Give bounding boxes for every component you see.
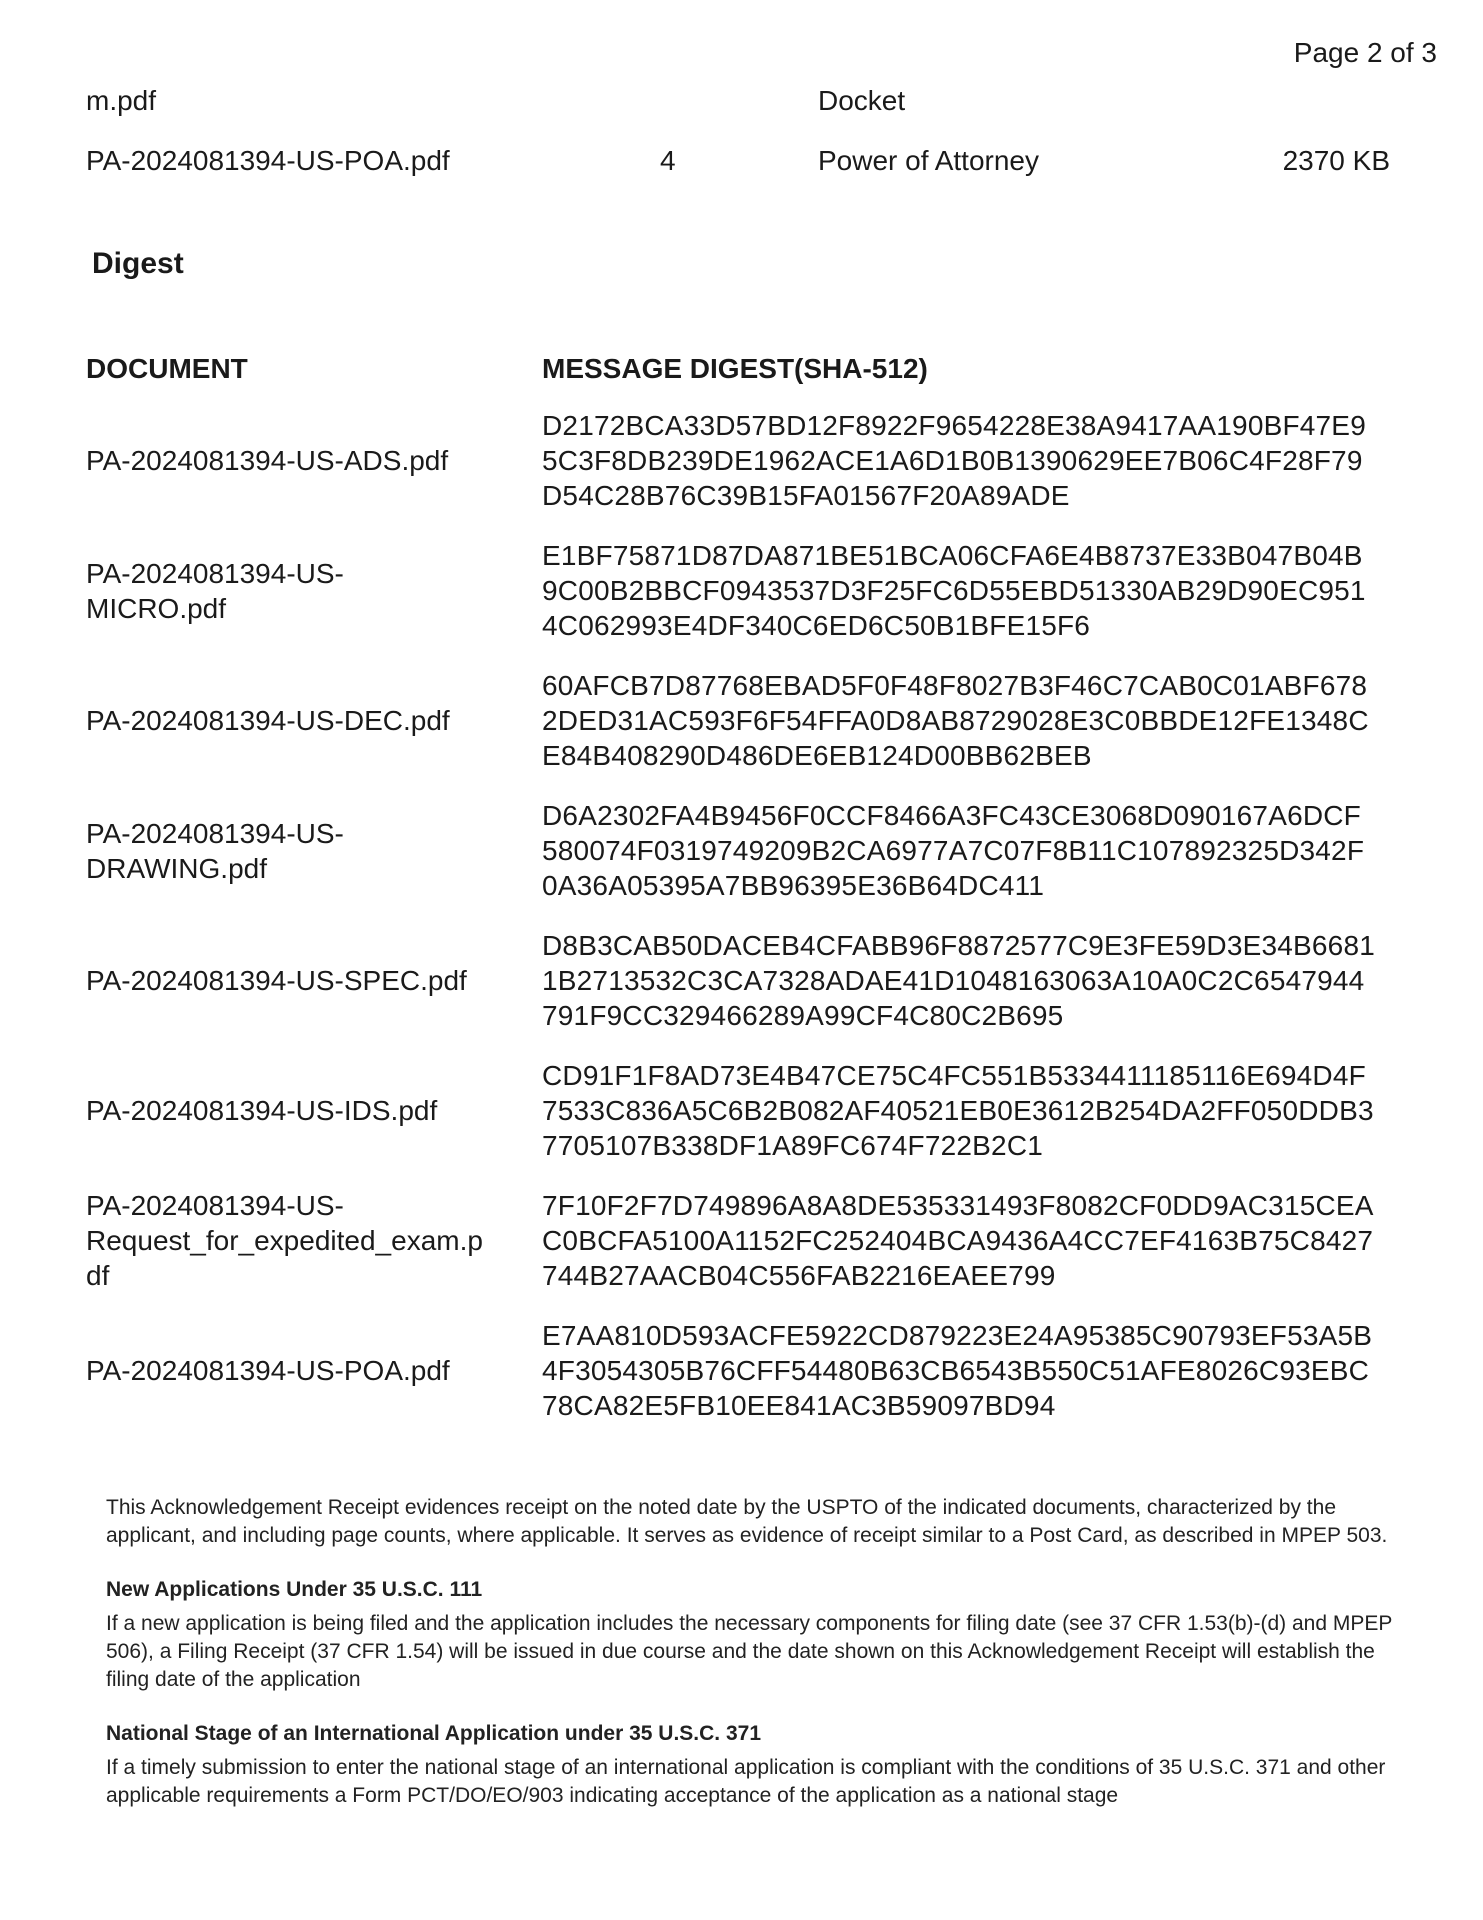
- message-digest: [542, 538, 1366, 643]
- document-name-line: PA-2024081394-US-: [86, 1190, 344, 1221]
- document-name-line: PA-2024081394-US-IDS.pdf: [86, 1095, 438, 1126]
- digest-line: C0BCFA5100A1152FC252404BCA9436A4CC7EF4163B75C8427: [542, 1225, 1374, 1256]
- digest-line: E84B408290D486DE6EB124D00BB62BEB: [542, 740, 1092, 771]
- digest-line: 9C00B2BBCF0943537D3F25FC6D55EBD51330AB29D90EC951: [542, 575, 1366, 606]
- digest-line: 78CA82E5FB10EE841AC3B59097BD94: [542, 1390, 1056, 1421]
- document-name-line: Request_for_expedited_exam.p: [86, 1225, 483, 1256]
- file-name: PA-2024081394-US-POA.pdf: [86, 145, 450, 176]
- digest-line: D54C28B76C39B15FA01567F20A89ADE: [542, 480, 1070, 511]
- document-name-line: DRAWING.pdf: [86, 852, 267, 884]
- file-table-row: [86, 144, 1426, 178]
- digest-line: 7533C836A5C6B2B082AF40521EB0E3612B254DA2FF050DDB3: [542, 1095, 1374, 1126]
- document-name-line: PA-2024081394-US-: [86, 557, 344, 589]
- document-name: [86, 1353, 542, 1388]
- document-name: [86, 963, 542, 998]
- digest-line: CD91F1F8AD73E4B47CE75C4FC551B5334411185116E694D4F: [542, 1060, 1366, 1091]
- document-name: [86, 1188, 542, 1293]
- digest-line: D2172BCA33D57BD12F8922F9654228E38A9417AA190BF47E9: [542, 410, 1366, 441]
- digest-row: [86, 538, 1426, 643]
- file-name: m.pdf: [86, 85, 157, 116]
- digest-line: 7705107B338DF1A89FC674F722B2C1: [542, 1130, 1044, 1161]
- document-name-line: PA-2024081394-US-ADS.pdf: [86, 445, 449, 476]
- digest-line: 1B2713532C3CA7328ADAE41D1048163063A10A0C2C6547944: [542, 965, 1365, 996]
- digest-line: 0A36A05395A7BB96395E36B64DC411: [542, 870, 1045, 901]
- document-name: [86, 1093, 542, 1128]
- document-name: [86, 816, 542, 886]
- document-name: [86, 703, 542, 738]
- digest-line: E1BF75871D87DA871BE51BCA06CFA6E4B8737E33B047B04B: [542, 540, 1363, 571]
- file-description: Power of Attorney: [818, 145, 1040, 176]
- notes-section-body: If a timely submission to enter the national stage of an international application is compliant with the conditions of 35 U.S.C. 371 and other applicable requirements a Form PCT/DO/EO/903 indicating acceptance of the application as a national stage: [106, 1756, 1386, 1807]
- digest-line: 2DED31AC593F6F54FFA0D8AB8729028E3C0BBDE12FE1348C: [542, 705, 1369, 736]
- file-table-row: [86, 84, 1426, 118]
- message-digest: [542, 1188, 1374, 1293]
- file-description: Docket: [818, 85, 906, 116]
- document-name-line: PA-2024081394-US-DEC.pdf: [86, 705, 450, 736]
- digest-line: 4F3054305B76CFF54480B63CB6543B550C51AFE8026C93EBC: [542, 1355, 1370, 1386]
- message-digest: [542, 798, 1364, 903]
- document-name-line: PA-2024081394-US-SPEC.pdf: [86, 965, 467, 996]
- message-digest: [542, 668, 1369, 773]
- digest-row: [86, 1318, 1426, 1423]
- digest-section-title: Digest: [92, 247, 184, 280]
- notes-intro: This Acknowledgement Receipt evidences receipt on the noted date by the USPTO of the indicated documents, characterized by the applicant, and including page counts, where applicable. It serves as evidence of receipt similar to a Post Card, as described in MPEP 503.: [106, 1496, 1388, 1547]
- digest-line: 580074F0319749209B2CA6977A7C07F8B11C107892325D342F: [542, 835, 1365, 866]
- file-pages: 4: [660, 145, 676, 176]
- document-name: [86, 556, 542, 626]
- digest-line: 791F9CC329466289A99CF4C80C2B695: [542, 1000, 1064, 1031]
- page-number: Page 2 of 3: [1293, 37, 1437, 68]
- digest-column-header: MESSAGE DIGEST(SHA-512): [542, 353, 928, 384]
- digest-line: 744B27AACB04C556FAB2216EAEE799: [542, 1260, 1056, 1291]
- acknowledgement-notes: [106, 1494, 1406, 1810]
- digest-row: [86, 1058, 1426, 1163]
- digest-row: [86, 928, 1426, 1033]
- message-digest: [542, 408, 1366, 513]
- notes-section-heading: New Applications Under 35 U.S.C. 111: [106, 1578, 483, 1601]
- digest-table: [86, 408, 1426, 1448]
- digest-line: 7F10F2F7D749896A8A8DE535331493F8082CF0DD9AC315CEA: [542, 1190, 1374, 1221]
- message-digest: [542, 928, 1375, 1033]
- document-name-line: PA-2024081394-US-: [86, 817, 344, 849]
- document-name-line: df: [86, 1260, 110, 1291]
- message-digest: [542, 1318, 1372, 1423]
- digest-row: [86, 668, 1426, 773]
- digest-row: [86, 798, 1426, 903]
- digest-line: D8B3CAB50DACEB4CFABB96F8872577C9E3FE59D3E34B6681: [542, 930, 1376, 961]
- digest-line: 4C062993E4DF340C6ED6C50B1BFE15F6: [542, 610, 1091, 641]
- message-digest: [542, 1058, 1374, 1163]
- document-name-line: PA-2024081394-US-POA.pdf: [86, 1355, 450, 1386]
- document-name: [86, 443, 542, 478]
- file-size: 2370 KB: [1282, 145, 1390, 176]
- digest-line: E7AA810D593ACFE5922CD879223E24A95385C90793EF53A5B: [542, 1320, 1373, 1351]
- notes-section-heading: National Stage of an International Application under 35 U.S.C. 371: [106, 1722, 761, 1745]
- digest-line: D6A2302FA4B9456F0CCF8466A3FC43CE3068D090167A6DCF: [542, 800, 1361, 831]
- digest-line: 60AFCB7D87768EBAD5F0F48F8027B3F46C7CAB0C01ABF678: [542, 670, 1368, 701]
- digest-row: [86, 408, 1426, 513]
- document-name-line: MICRO.pdf: [86, 592, 227, 624]
- digest-row: [86, 1188, 1426, 1293]
- notes-section-body: If a new application is being filed and the application includes the necessary components for filing date (see 37 CFR 1.53(b)-(d) and MPEP 506), a Filing Receipt (37 CFR 1.54) will be issued in due course and the date shown on this Acknowledgement Receipt will establish the filing date of the application: [106, 1612, 1393, 1691]
- digest-line: 5C3F8DB239DE1962ACE1A6D1B0B1390629EE7B06C4F28F79: [542, 445, 1363, 476]
- document-column-header: DOCUMENT: [86, 353, 248, 384]
